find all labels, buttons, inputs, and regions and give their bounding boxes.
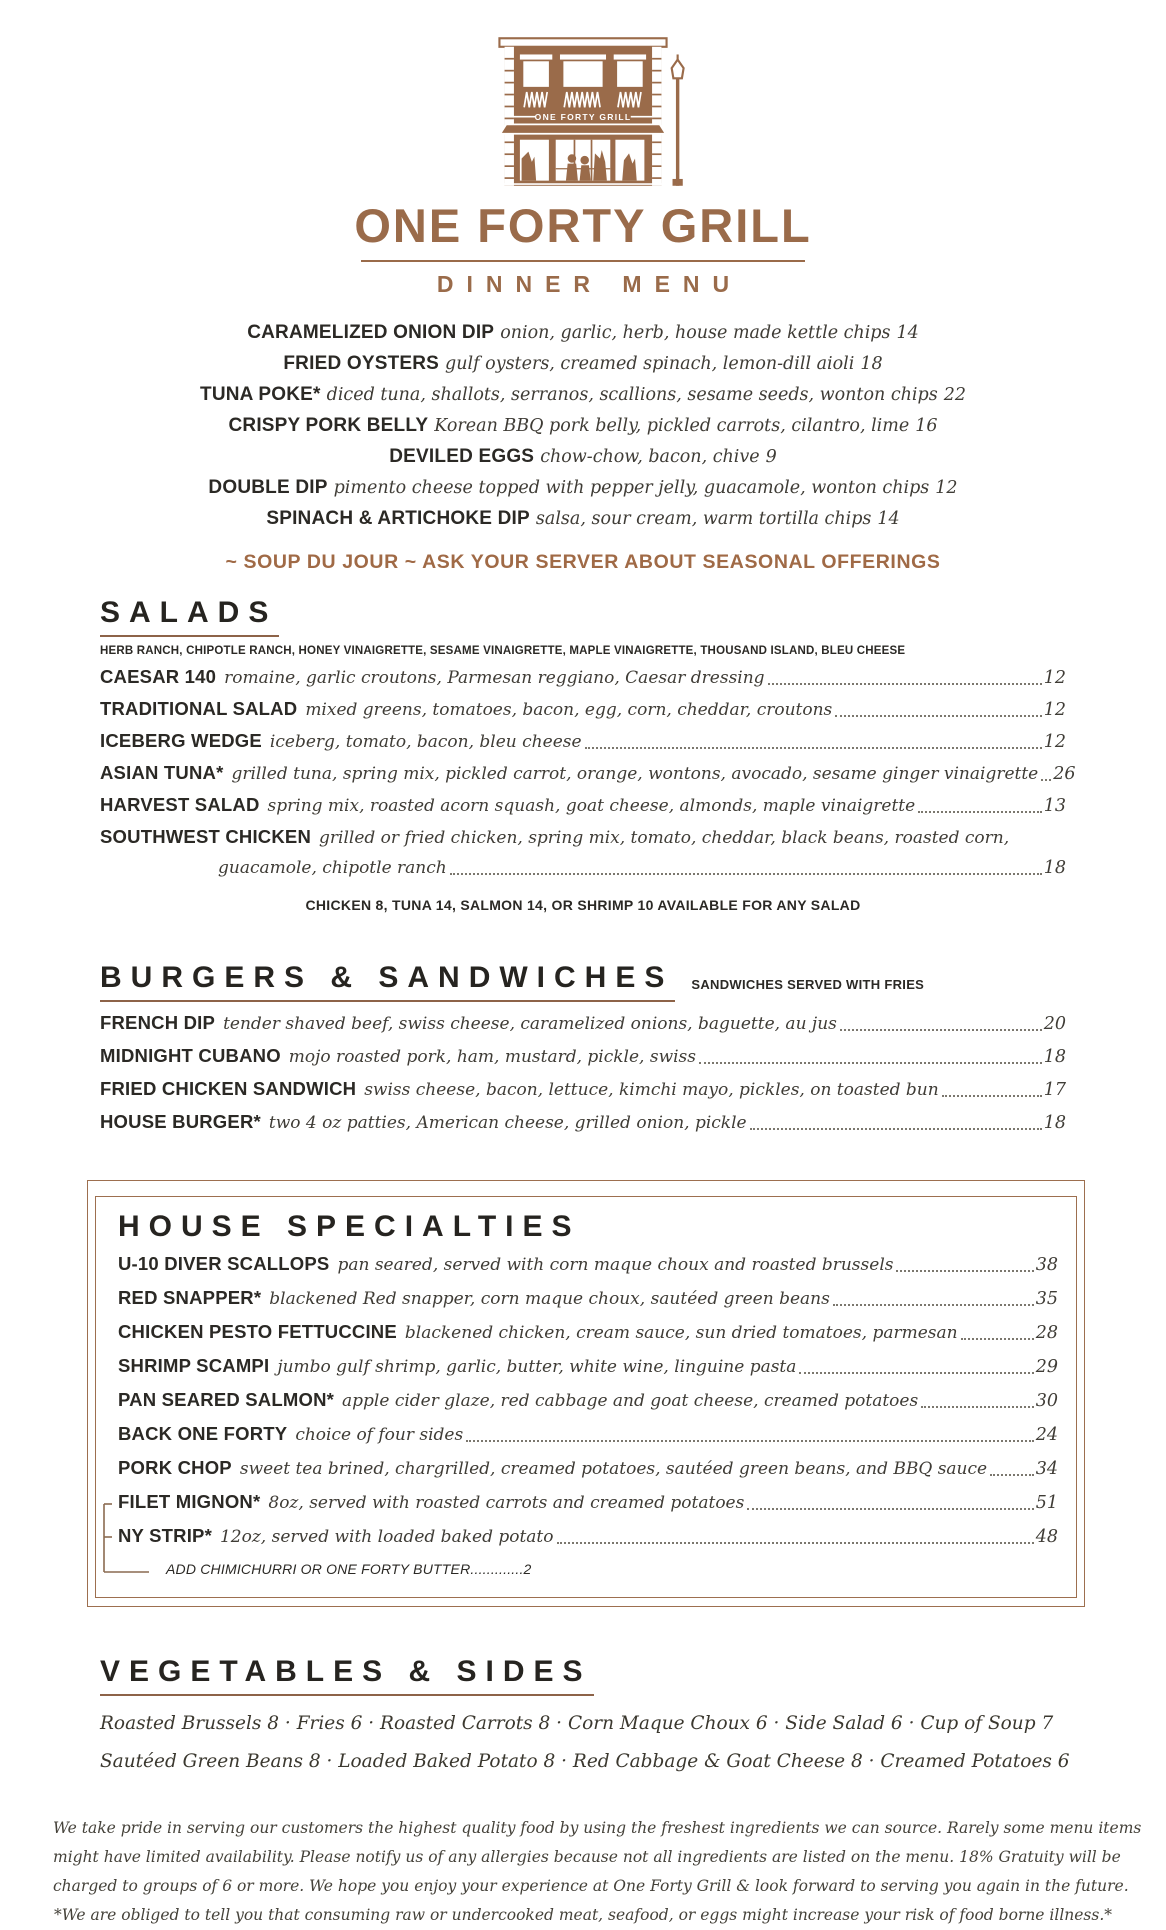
item-desc: gulf oysters, creamed spinach, lemon-dill aioli [445, 354, 855, 374]
item-desc: salsa, sour cream, warm tortilla chips [535, 509, 872, 529]
title-divider [361, 260, 805, 262]
menu-item [0, 318, 1166, 349]
steak-addon-note: ADD CHIMICHURRI OR ONE FORTY BUTTER.............2 [166, 1561, 532, 1577]
steak-bracket [103, 1493, 155, 1585]
menu-item [118, 1525, 1058, 1548]
item-desc: apple cider glaze, red cabbage and goat cheese, creamed potatoes [342, 1391, 919, 1411]
menu-item [118, 1253, 1058, 1276]
brand-header [0, 0, 1166, 298]
item-desc: choice of four sides [295, 1425, 464, 1445]
item-desc: spring mix, roasted acorn squash, goat cheese, almonds, maple vinaigrette [267, 796, 916, 816]
item-desc: Korean BBQ pork belly, pickled carrots, cilantro, lime [434, 416, 910, 436]
item-desc: mixed greens, tomatoes, bacon, egg, corn, cheddar, croutons [305, 700, 833, 720]
item-price: 12 [1043, 668, 1066, 688]
item-name: CRISPY PORK BELLY [228, 415, 429, 436]
item-desc: two 4 oz patties, American cheese, grilled onion, pickle [268, 1113, 747, 1133]
item-desc: onion, garlic, herb, house made kettle chips [500, 323, 891, 343]
item-price: 18 [1043, 1113, 1066, 1133]
dotted-leader [557, 1542, 1034, 1544]
section-salads [100, 596, 1076, 913]
dotted-leader [750, 1128, 1042, 1130]
dotted-leader [768, 683, 1042, 685]
item-desc: grilled or fried chicken, spring mix, tomato, cheddar, black beans, roasted corn, [319, 828, 1010, 848]
item-name: BACK ONE FORTY [118, 1423, 288, 1444]
menu-item [0, 380, 1166, 411]
item-price: 9 [765, 447, 777, 467]
dotted-leader [942, 1095, 1042, 1097]
item-price: 13 [1043, 796, 1066, 816]
footer-line: might have limited availability. Please notify us of any allergies because not all ingredients are listed on the menu. 18% Gratuity will be [53, 1848, 1121, 1866]
menu-item [0, 442, 1166, 473]
dressings-note: HERB RANCH, CHIPOTLE RANCH, HONEY VINAIGRETTE, SESAME VINAIGRETTE, MAPLE VINAIGRETTE, THOUSAND ISLAND, BLEU CHEESE [100, 645, 906, 657]
item-name: TUNA POKE* [200, 384, 321, 405]
item-name: DEVILED EGGS [389, 446, 535, 467]
menu-item [118, 1321, 1058, 1344]
restaurant-name: ONE FORTY GRILL [354, 199, 812, 252]
item-desc: grilled tuna, spring mix, pickled carrot, orange, wontons, avocado, sesame ginger vinaigrette [231, 764, 1039, 784]
item-price: 14 [877, 509, 900, 529]
item-name: PORK CHOP [118, 1457, 232, 1478]
item-name: NY STRIP* [118, 1525, 212, 1546]
menu-item [0, 349, 1166, 380]
item-price: 18 [1043, 858, 1066, 878]
salad-protein-note: CHICKEN 8, TUNA 14, SALMON 14, OR SHRIMP 10 AVAILABLE FOR ANY SALAD [305, 897, 861, 913]
item-desc: romaine, garlic croutons, Parmesan reggiano, Caesar dressing [224, 668, 765, 688]
item-price: 35 [1035, 1289, 1058, 1309]
item-desc: 8oz, served with roasted carrots and creamed potatoes [268, 1493, 745, 1513]
item-price: 29 [1035, 1357, 1058, 1377]
dotted-leader [896, 1270, 1033, 1272]
item-name: ASIAN TUNA* [100, 762, 224, 783]
item-desc: mojo roasted pork, ham, mustard, pickle, swiss [288, 1047, 697, 1067]
section-side-note: SANDWICHES SERVED WITH FRIES [691, 977, 925, 992]
item-name: TRADITIONAL SALAD [100, 698, 298, 719]
item-price: 18 [1043, 1047, 1066, 1067]
menu-item [118, 1355, 1058, 1378]
item-price: 16 [915, 416, 938, 436]
menu-item-continuation [100, 857, 1066, 879]
item-name: FRENCH DIP [100, 1012, 216, 1033]
item-price: 22 [943, 385, 966, 405]
menu-item [118, 1389, 1058, 1412]
dotted-leader [921, 1406, 1034, 1408]
menu-title: DINNER MENU [436, 271, 743, 297]
item-price: 34 [1035, 1459, 1058, 1479]
section-title: SALADS [100, 598, 279, 637]
section-title: VEGETABLES & SIDES [100, 1657, 594, 1696]
menu-item [118, 1457, 1058, 1480]
item-name: SHRIMP SCAMPI [118, 1355, 270, 1376]
item-price: 17 [1043, 1080, 1066, 1100]
dotted-leader [840, 1029, 1042, 1031]
item-desc: iceberg, tomato, bacon, bleu cheese [269, 732, 582, 752]
menu-item [0, 473, 1166, 504]
section-house-specialties [87, 1180, 1085, 1607]
menu-item [100, 1078, 1066, 1101]
menu-item [100, 1012, 1066, 1035]
menu-item [100, 826, 1066, 849]
steak-items-group [118, 1491, 1058, 1577]
section-vegetables-sides [100, 1655, 1070, 1772]
sides-line: Sautéed Green Beans 8 · Loaded Baked Potato 8 · Red Cabbage & Goat Cheese 8 · Creamed Potatoes 6 [100, 1751, 1070, 1772]
item-price: 51 [1035, 1493, 1058, 1513]
item-name: RED SNAPPER* [118, 1287, 262, 1308]
dotted-leader [699, 1062, 1042, 1064]
appetizers-list [0, 318, 1166, 535]
item-name: SOUTHWEST CHICKEN [100, 826, 312, 847]
item-price: 24 [1035, 1425, 1058, 1445]
logo-sign-text: ONE FORTY GRILL [534, 112, 632, 123]
item-name: ICEBERG WEDGE [100, 730, 262, 751]
item-desc: chow-chow, bacon, chive [540, 447, 760, 467]
dotted-leader [585, 747, 1042, 749]
item-desc: guacamole, chipotle ranch [218, 858, 447, 878]
item-price: 18 [860, 354, 883, 374]
menu-item [100, 666, 1066, 689]
item-name: DOUBLE DIP [208, 477, 328, 498]
menu-item [100, 698, 1066, 721]
item-price: 12 [935, 478, 958, 498]
item-desc: 12oz, served with loaded baked potato [219, 1527, 554, 1547]
sides-line: Roasted Brussels 8 · Fries 6 · Roasted Carrots 8 · Corn Maque Choux 6 · Side Salad 6 · Cup of Soup 7 [100, 1713, 1054, 1734]
building-logo-icon [433, 34, 733, 196]
footer-line: charged to groups of 6 or more. We hope you enjoy your experience at One Forty Grill & look forward to serving you again in the future. [53, 1877, 1129, 1895]
item-desc: sweet tea brined, chargrilled, creamed potatoes, sautéed green beans, and BBQ sauce [239, 1459, 988, 1479]
menu-item [100, 762, 1076, 785]
lamppost-icon [672, 54, 684, 185]
item-price: 48 [1035, 1527, 1058, 1547]
section-title: HOUSE SPECIALTIES [118, 1210, 581, 1243]
item-price: 14 [896, 323, 919, 343]
menu-item [0, 411, 1166, 442]
dotted-leader [833, 1304, 1034, 1306]
item-name: HARVEST SALAD [100, 794, 260, 815]
item-desc: diced tuna, shallots, serranos, scallions, sesame seeds, wonton chips [326, 385, 938, 405]
item-desc: blackened chicken, cream sauce, sun dried tomatoes, parmesan [404, 1323, 958, 1343]
item-price: 20 [1043, 1014, 1066, 1034]
dotted-leader [799, 1372, 1033, 1374]
item-name: HOUSE BURGER* [100, 1111, 261, 1132]
item-desc: pan seared, served with corn maque choux and roasted brussels [337, 1255, 894, 1275]
menu-item [100, 1111, 1066, 1134]
item-name: CAESAR 140 [100, 666, 217, 687]
dotted-leader [990, 1474, 1034, 1476]
menu-body [100, 596, 1076, 1772]
item-desc: pimento cheese topped with pepper jelly, guacamole, wonton chips [333, 478, 930, 498]
menu-item [100, 794, 1066, 817]
item-price: 28 [1035, 1323, 1058, 1343]
dotted-leader [835, 715, 1041, 717]
menu-item [118, 1287, 1058, 1310]
dotted-leader [450, 873, 1042, 875]
item-price: 38 [1035, 1255, 1058, 1275]
item-name: FRIED CHICKEN SANDWICH [100, 1078, 357, 1099]
dotted-leader [1041, 779, 1051, 781]
item-price: 12 [1043, 700, 1066, 720]
footer-line: *We are obliged to tell you that consuming raw or undercooked meat, seafood, or eggs might increase your risk of food borne illness.* [53, 1906, 1113, 1924]
dotted-leader [747, 1508, 1033, 1510]
item-name: FILET MIGNON* [118, 1491, 261, 1512]
dotted-leader [466, 1440, 1034, 1442]
menu-item [100, 1045, 1066, 1068]
item-desc: jumbo gulf shrimp, garlic, butter, white wine, linguine pasta [277, 1357, 797, 1377]
item-desc: swiss cheese, bacon, lettuce, kimchi mayo, pickles, on toasted bun [364, 1080, 939, 1100]
item-desc: blackened Red snapper, corn maque choux, sautéed green beans [269, 1289, 830, 1309]
item-price: 12 [1043, 732, 1066, 752]
footer-disclaimer [53, 1814, 1142, 1930]
item-desc: tender shaved beef, swiss cheese, caramelized onions, baguette, au jus [223, 1014, 837, 1034]
soup-du-jour-note: ~ SOUP DU JOUR ~ ASK YOUR SERVER ABOUT SEASONAL OFFERINGS [225, 551, 941, 573]
menu-item [118, 1423, 1058, 1446]
item-name: CHICKEN PESTO FETTUCCINE [118, 1321, 397, 1342]
item-name: MIDNIGHT CUBANO [100, 1045, 281, 1066]
section-burgers-sandwiches [100, 963, 1066, 1134]
item-name: U-10 DIVER SCALLOPS [118, 1253, 330, 1274]
item-price: 26 [1053, 764, 1076, 784]
dotted-leader [918, 811, 1042, 813]
menu-item [118, 1491, 1058, 1514]
item-name: SPINACH & ARTICHOKE DIP [266, 508, 530, 529]
item-name: CARAMELIZED ONION DIP [247, 322, 495, 343]
section-title: BURGERS & SANDWICHES [100, 963, 675, 1002]
item-name: FRIED OYSTERS [283, 353, 440, 374]
menu-item [0, 504, 1166, 535]
item-name: PAN SEARED SALMON* [118, 1389, 335, 1410]
menu-item [100, 730, 1066, 753]
dotted-leader [961, 1338, 1034, 1340]
footer-line: We take pride in serving our customers the highest quality food by using the freshest ingredients we can source. Rarely some menu items [53, 1819, 1142, 1837]
item-price: 30 [1035, 1391, 1058, 1411]
